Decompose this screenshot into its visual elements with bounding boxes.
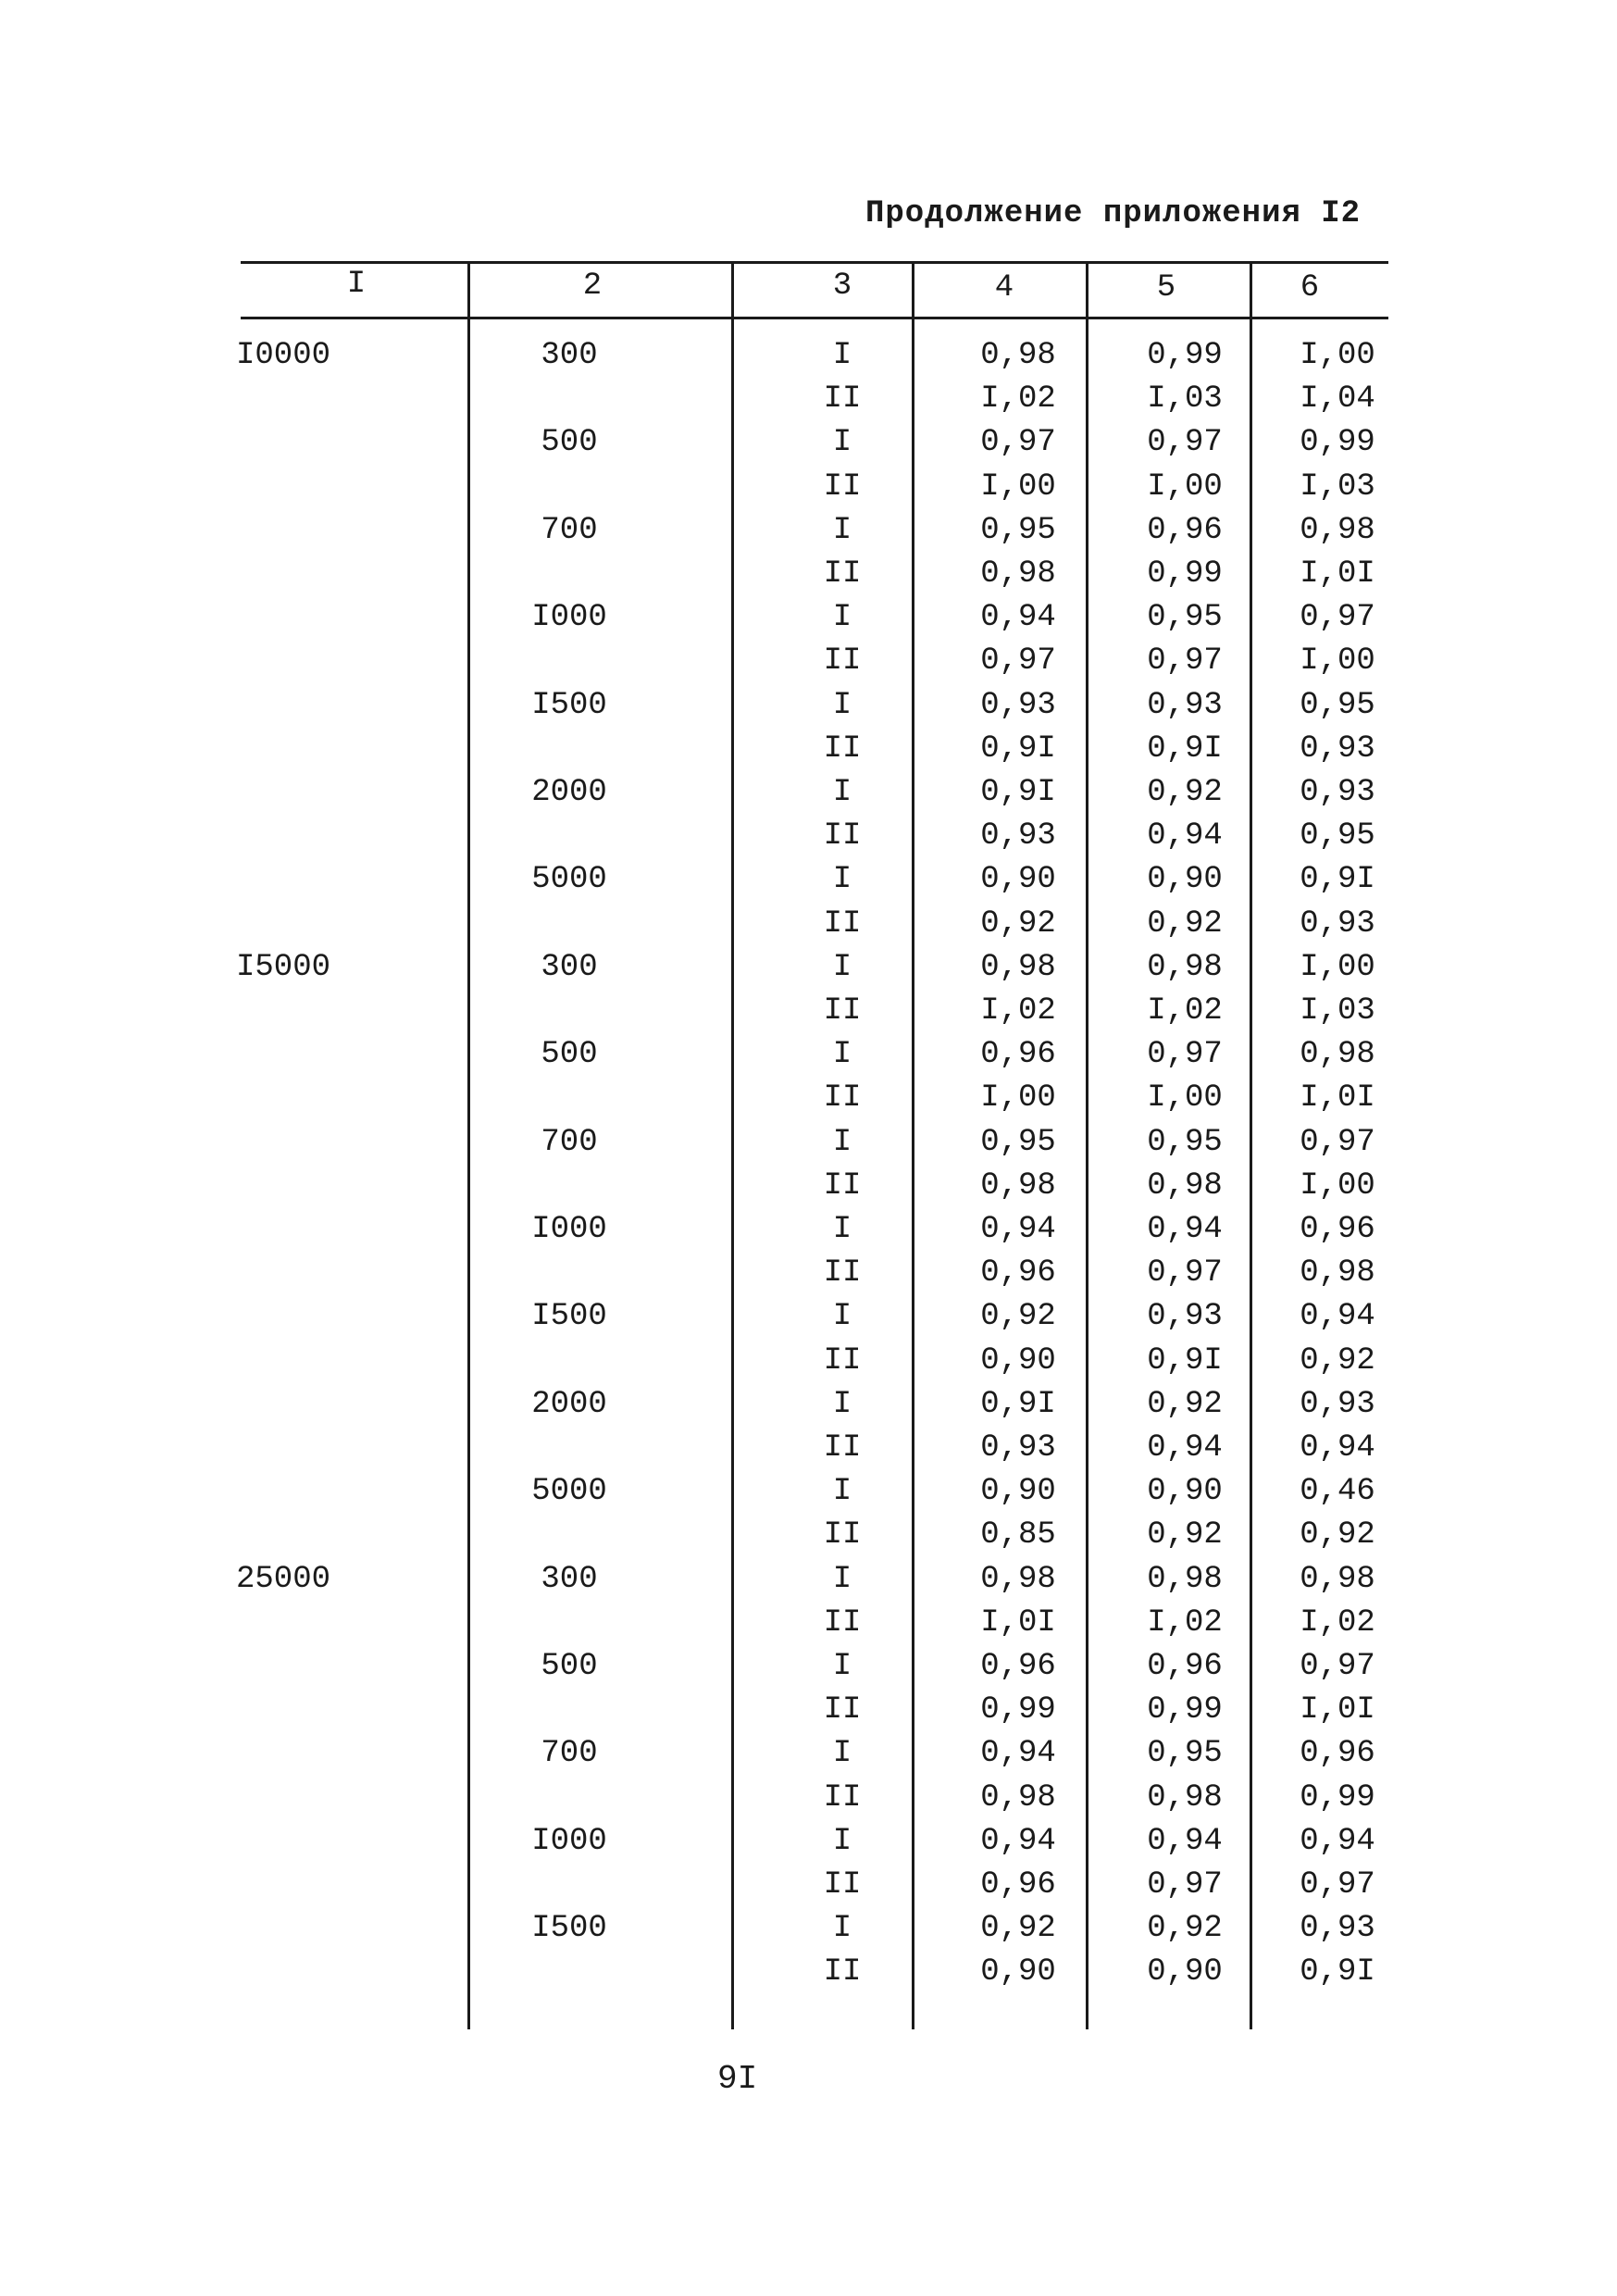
cell-col4: I,02 [980,381,1056,417]
cell-col6: I,03 [1300,469,1375,505]
cell-type: I [832,775,852,810]
cell-col4: 0,96 [980,1037,1056,1072]
cell-col6: 0,9I [1300,862,1375,897]
cell-col6: 0,98 [1300,513,1375,548]
cell-col6: I,02 [1300,1605,1375,1641]
column-header: I [346,267,367,302]
cell-col6: I,0I [1300,1080,1375,1116]
cell-col5: 0,94 [1147,1430,1223,1466]
cell-col4: 0,98 [980,1168,1056,1204]
cell-type: II [823,1867,862,1903]
cell-col4: I,0I [980,1605,1056,1641]
cell-col4: 0,92 [980,1911,1056,1946]
cell-col4: 0,9I [980,1387,1056,1422]
cell-group: I0000 [236,338,331,373]
cell-type: II [823,643,862,679]
cell-col5: 0,93 [1147,1299,1223,1334]
cell-col5: I,00 [1147,469,1223,505]
cell-col6: I,00 [1300,950,1375,985]
column-divider-3 [912,261,914,2029]
cell-col6: 0,93 [1300,906,1375,942]
cell-col6: 0,98 [1300,1037,1375,1072]
cell-col5: 0,98 [1147,1168,1223,1204]
cell-type: I [832,425,852,460]
cell-type: II [823,1692,862,1728]
cell-col4: 0,93 [980,688,1056,723]
cell-col6: 0,99 [1300,425,1375,460]
cell-col5: 0,98 [1147,1780,1223,1816]
table-caption: Продолжение приложения I2 [865,196,1362,231]
cell-col6: 0,46 [1300,1474,1375,1509]
column-divider-5 [1250,261,1252,2029]
column-header: 5 [1156,270,1176,306]
cell-type: II [823,469,862,505]
cell-col6: I,0I [1300,556,1375,592]
cell-type: I [832,1736,852,1771]
cell-type: I [832,1824,852,1859]
cell-type: I [832,688,852,723]
cell-col4: 0,90 [980,1343,1056,1379]
cell-col5: 0,92 [1147,1387,1223,1422]
cell-col5: 0,96 [1147,1649,1223,1684]
cell-col6: 0,93 [1300,1911,1375,1946]
cell-size: I000 [531,600,607,635]
cell-col6: 0,95 [1300,818,1375,854]
cell-type: I [832,1387,852,1422]
cell-col4: 0,96 [980,1867,1056,1903]
cell-size: 300 [541,338,598,373]
cell-col4: 0,97 [980,643,1056,679]
cell-col5: 0,94 [1147,818,1223,854]
cell-size: 300 [541,1562,598,1597]
cell-col4: I,02 [980,993,1056,1029]
cell-col5: 0,97 [1147,1867,1223,1903]
cell-col6: 0,97 [1300,600,1375,635]
column-header: 2 [582,268,603,304]
cell-size: 700 [541,1736,598,1771]
cell-type: I [832,600,852,635]
cell-type: I [832,338,852,373]
cell-type: I [832,1562,852,1597]
cell-col5: I,03 [1147,381,1223,417]
cell-col6: 0,92 [1300,1517,1375,1553]
cell-type: II [823,1343,862,1379]
cell-col5: 0,97 [1147,425,1223,460]
cell-type: II [823,993,862,1029]
cell-col5: I,02 [1147,993,1223,1029]
cell-col4: 0,96 [980,1255,1056,1291]
cell-col4: 0,94 [980,1212,1056,1247]
cell-size: 300 [541,950,598,985]
cell-type: II [823,1255,862,1291]
cell-col4: 0,96 [980,1649,1056,1684]
cell-size: 2000 [531,1387,607,1422]
cell-col4: 0,95 [980,513,1056,548]
cell-size: I500 [531,1911,607,1946]
cell-type: I [832,1299,852,1334]
cell-col6: I,04 [1300,381,1375,417]
cell-col4: 0,94 [980,1824,1056,1859]
cell-col5: 0,9I [1147,731,1223,767]
cell-col5: 0,95 [1147,600,1223,635]
cell-col6: I,00 [1300,338,1375,373]
cell-col5: 0,92 [1147,1911,1223,1946]
cell-size: 5000 [531,862,607,897]
cell-col6: 0,94 [1300,1299,1375,1334]
cell-type: I [832,1649,852,1684]
cell-col4: 0,93 [980,1430,1056,1466]
cell-col5: I,02 [1147,1605,1223,1641]
cell-col6: 0,93 [1300,731,1375,767]
cell-col4: 0,94 [980,600,1056,635]
column-divider-2 [731,261,734,2029]
cell-col6: 0,94 [1300,1430,1375,1466]
cell-type: I [832,1037,852,1072]
cell-size: 700 [541,1125,598,1160]
cell-col4: 0,98 [980,1562,1056,1597]
cell-col4: 0,9I [980,731,1056,767]
cell-col6: 0,93 [1300,1387,1375,1422]
cell-type: II [823,1780,862,1816]
cell-col5: 0,98 [1147,950,1223,985]
cell-type: II [823,1430,862,1466]
cell-col6: I,00 [1300,643,1375,679]
header-bottom-rule [241,317,1388,319]
cell-col4: 0,90 [980,1954,1056,1990]
cell-col4: 0,92 [980,906,1056,942]
column-divider-4 [1086,261,1088,2029]
cell-col5: 0,97 [1147,1037,1223,1072]
cell-col6: I,03 [1300,993,1375,1029]
cell-col6: 0,93 [1300,775,1375,810]
cell-col6: 0,96 [1300,1736,1375,1771]
cell-col4: 0,98 [980,556,1056,592]
cell-size: 500 [541,1037,598,1072]
cell-type: II [823,1168,862,1204]
cell-col4: 0,85 [980,1517,1056,1553]
cell-col5: 0,92 [1147,1517,1223,1553]
cell-col5: 0,94 [1147,1824,1223,1859]
cell-col6: 0,98 [1300,1562,1375,1597]
cell-size: 2000 [531,775,607,810]
cell-type: I [832,862,852,897]
cell-group: 25000 [236,1562,331,1597]
column-header: 4 [994,270,1014,306]
cell-col5: 0,97 [1147,1255,1223,1291]
cell-col5: 0,95 [1147,1736,1223,1771]
cell-col6: 0,94 [1300,1824,1375,1859]
cell-type: II [823,381,862,417]
cell-col5: 0,99 [1147,338,1223,373]
cell-col6: 0,97 [1300,1867,1375,1903]
cell-type: I [832,1212,852,1247]
cell-size: 700 [541,513,598,548]
cell-col4: 0,9I [980,775,1056,810]
cell-col4: 0,90 [980,862,1056,897]
cell-type: I [832,1474,852,1509]
cell-type: II [823,1080,862,1116]
column-divider-1 [467,261,470,2029]
cell-col6: 0,98 [1300,1255,1375,1291]
cell-col5: 0,98 [1147,1562,1223,1597]
cell-col6: 0,96 [1300,1212,1375,1247]
cell-type: II [823,1517,862,1553]
cell-type: II [823,731,862,767]
cell-type: II [823,1954,862,1990]
cell-col4: I,00 [980,1080,1056,1116]
cell-size: I500 [531,1299,607,1334]
cell-col4: I,00 [980,469,1056,505]
cell-size: I500 [531,688,607,723]
cell-type: II [823,556,862,592]
cell-col5: 0,99 [1147,1692,1223,1728]
cell-type: II [823,1605,862,1641]
cell-col5: 0,93 [1147,688,1223,723]
cell-col4: 0,98 [980,1780,1056,1816]
cell-col6: I,0I [1300,1692,1375,1728]
cell-type: I [832,1125,852,1160]
cell-col4: 0,97 [980,425,1056,460]
cell-col4: 0,93 [980,818,1056,854]
cell-col6: 0,99 [1300,1780,1375,1816]
cell-col5: 0,90 [1147,1474,1223,1509]
cell-col6: 0,95 [1300,688,1375,723]
cell-col4: 0,99 [980,1692,1056,1728]
cell-type: II [823,906,862,942]
cell-col6: 0,97 [1300,1125,1375,1160]
cell-col5: 0,92 [1147,775,1223,810]
column-header: 6 [1300,270,1320,306]
cell-col5: 0,96 [1147,513,1223,548]
cell-type: I [832,950,852,985]
cell-col4: 0,98 [980,950,1056,985]
cell-col6: 0,97 [1300,1649,1375,1684]
cell-size: I000 [531,1824,607,1859]
cell-size: I000 [531,1212,607,1247]
cell-col5: 0,9I [1147,1343,1223,1379]
cell-col5: 0,94 [1147,1212,1223,1247]
cell-group: I5000 [236,950,331,985]
header-top-rule [241,261,1388,264]
cell-col4: 0,92 [980,1299,1056,1334]
cell-col6: I,00 [1300,1168,1375,1204]
column-header: 3 [832,268,852,304]
cell-col5: 0,97 [1147,643,1223,679]
cell-size: 500 [541,1649,598,1684]
cell-col5: 0,90 [1147,1954,1223,1990]
cell-type: I [832,513,852,548]
page-number: 9I [717,2060,758,2098]
cell-type: I [832,1911,852,1946]
cell-col5: 0,95 [1147,1125,1223,1160]
cell-size: 500 [541,425,598,460]
cell-col6: 0,9I [1300,1954,1375,1990]
cell-col4: 0,94 [980,1736,1056,1771]
cell-col6: 0,92 [1300,1343,1375,1379]
cell-col5: I,00 [1147,1080,1223,1116]
cell-col5: 0,90 [1147,862,1223,897]
cell-col4: 0,98 [980,338,1056,373]
cell-col5: 0,99 [1147,556,1223,592]
cell-size: 5000 [531,1474,607,1509]
cell-col4: 0,95 [980,1125,1056,1160]
cell-col4: 0,90 [980,1474,1056,1509]
cell-type: II [823,818,862,854]
cell-col5: 0,92 [1147,906,1223,942]
